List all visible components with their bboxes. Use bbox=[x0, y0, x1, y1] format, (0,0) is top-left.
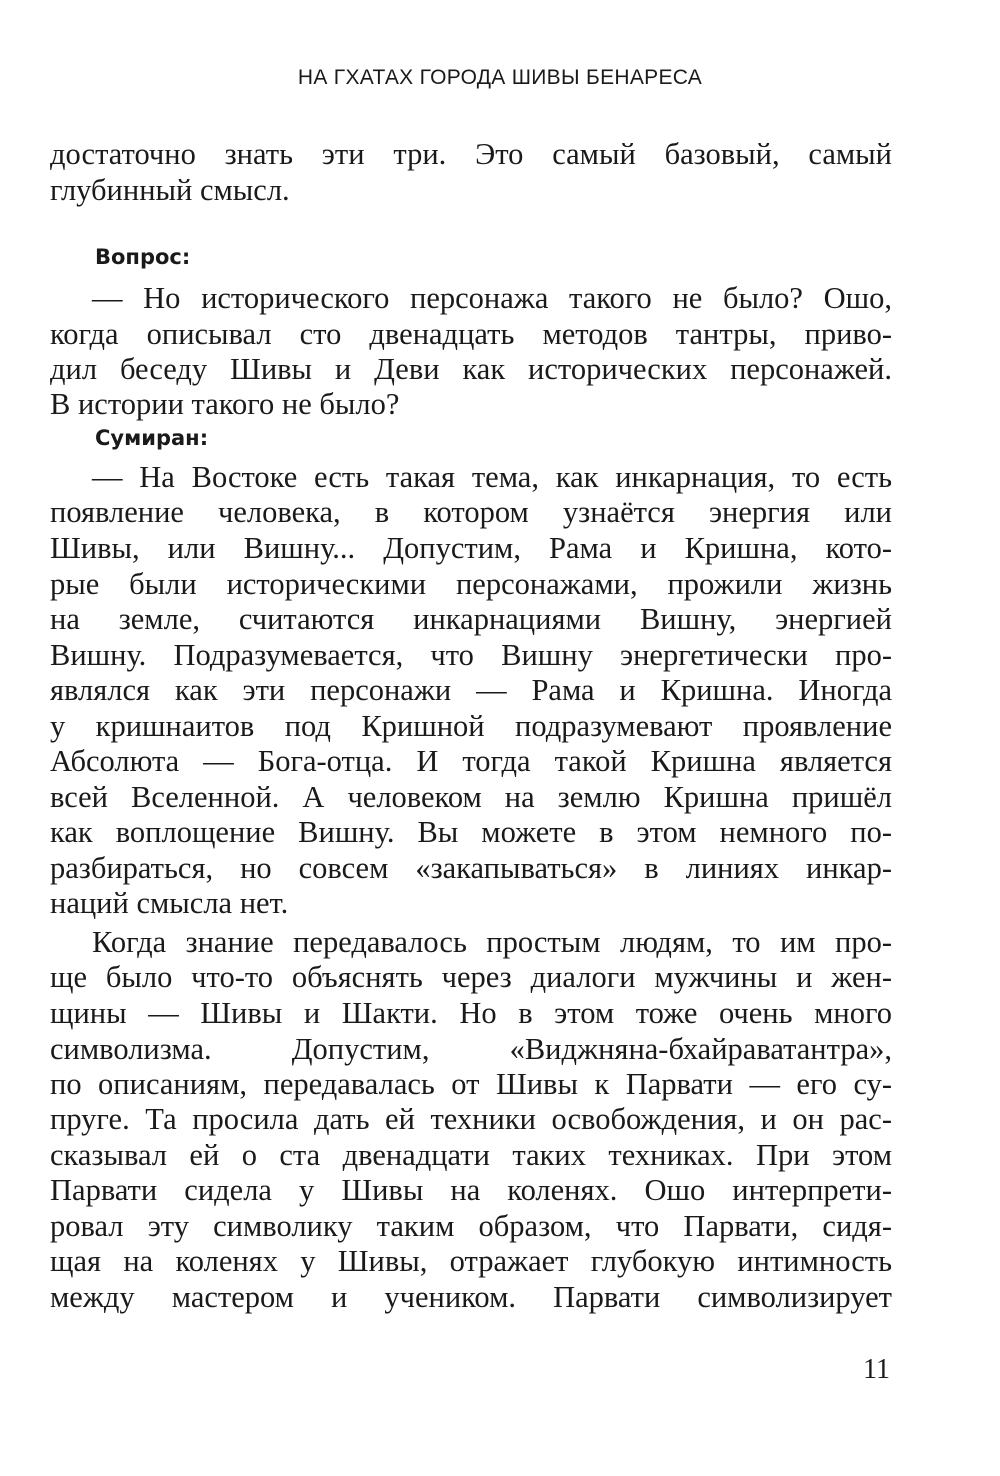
text-line: всей Вселенной. А человеком на землю Кришна пришёл bbox=[50, 780, 892, 814]
text-line: дил беседу Шивы и Деви как исторических персонажей. bbox=[50, 352, 892, 386]
text-line: ще было что-то объяснять через диалоги мужчины и жен- bbox=[50, 960, 892, 994]
text-line: появление человека, в котором узнаётся энергия или bbox=[50, 495, 892, 529]
text-line: являлся как эти персонажи — Рама и Кришна. Иногда bbox=[50, 673, 892, 707]
text-line: достаточно знать эти три. Это самый базовый, самый bbox=[50, 137, 892, 171]
text-line: — На Востоке есть такая тема, как инкарнация, то есть bbox=[92, 460, 892, 494]
text-line: щая на коленях у Шивы, отражает глубокую интимность bbox=[50, 1244, 892, 1278]
speaker-label-answer: Сумиран: bbox=[95, 426, 209, 450]
text-line: В истории такого не было? bbox=[50, 387, 400, 421]
text-line: когда описывал сто двенадцать методов тантры, приво- bbox=[50, 317, 892, 351]
text-line: Парвати сидела у Шивы на коленях. Ошо интерпрети- bbox=[50, 1173, 892, 1207]
text-line: щины — Шивы и Шакти. Но в этом тоже очень много bbox=[50, 996, 892, 1030]
text-line: символизма. Допустим, «Виджняна-бхайраватантра», bbox=[50, 1032, 892, 1066]
text-line: Абсолюта — Бога-отца. И тогда такой Кришна является bbox=[50, 744, 892, 778]
text-line: у кришнаитов под Кришной подразумевают проявление bbox=[50, 709, 892, 743]
running-header: НА ГХАТАХ ГОРОДА ШИВЫ БЕНАРЕСА bbox=[297, 66, 703, 89]
text-line: Когда знание передавалось простым людям, то им про- bbox=[92, 925, 892, 959]
text-line: рые были историческими персонажами, прожили жизнь bbox=[50, 567, 892, 601]
text-line: глубинный смысл. bbox=[50, 173, 290, 207]
text-line: на земле, считаются инкарнациями Вишну, энергией bbox=[50, 602, 892, 636]
text-line: наций смысла нет. bbox=[50, 886, 289, 920]
text-line: как воплощение Вишну. Вы можете в этом немного по- bbox=[50, 815, 892, 849]
text-line: сказывал ей о ста двенадцати таких техниках. При этом bbox=[50, 1138, 892, 1172]
text-line: — Но исторического персонажа такого не было? Ошо, bbox=[92, 281, 892, 315]
text-line: ровал эту символику таким образом, что Парвати, сидя- bbox=[50, 1209, 892, 1243]
speaker-label-question: Вопрос: bbox=[95, 245, 191, 269]
text-line: пруге. Та просила дать ей техники освобождения, и он рас- bbox=[50, 1102, 892, 1136]
text-line: Вишну. Подразумевается, что Вишну энергетически про- bbox=[50, 638, 892, 672]
text-line: по описаниям, передавалась от Шивы к Парвати — его су- bbox=[50, 1067, 892, 1101]
text-line: разбираться, но совсем «закапываться» в линиях инкар- bbox=[50, 851, 892, 885]
text-line: Шивы, или Вишну... Допустим, Рама и Кришна, кото- bbox=[50, 531, 892, 565]
page-number: 11 bbox=[863, 1354, 890, 1385]
text-line: между мастером и учеником. Парвати символизирует bbox=[50, 1280, 892, 1314]
